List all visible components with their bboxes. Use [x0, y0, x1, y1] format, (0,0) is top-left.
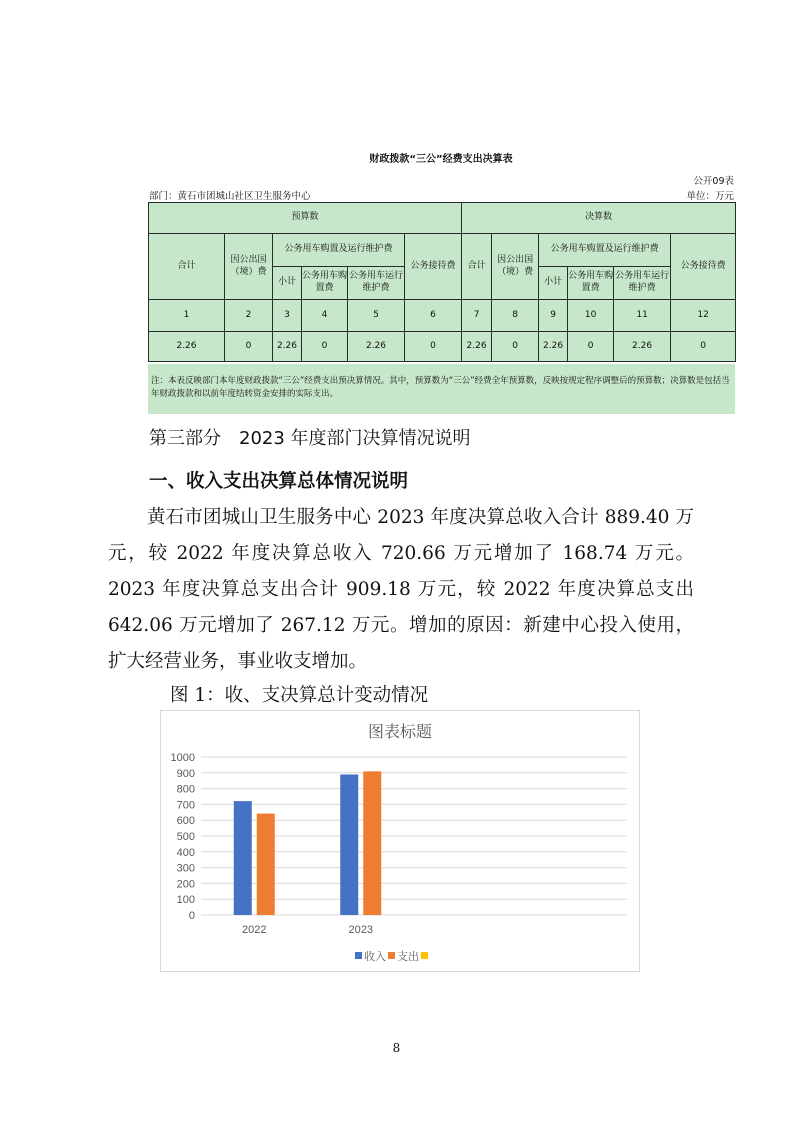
- col-operation-budget: 公务用车运行维护费: [348, 267, 405, 300]
- column-number: 8: [492, 300, 539, 332]
- y-tick-label: 400: [176, 846, 195, 859]
- value-cell: 0: [225, 332, 273, 362]
- y-tick-label: 0: [188, 910, 195, 922]
- chart-title: 图表标题: [367, 724, 433, 741]
- legend-swatch: [421, 952, 428, 959]
- y-tick-label: 800: [176, 783, 195, 796]
- y-tick-label: 300: [176, 862, 195, 875]
- col-abroad-actual: 因公出国（境）费: [492, 234, 539, 300]
- col-total-actual: 合计: [462, 234, 492, 300]
- col-subtotal-actual: 小计: [539, 267, 568, 300]
- column-number: 2: [225, 300, 273, 332]
- bar-expense: [257, 814, 275, 915]
- value-cell: 2.26: [273, 332, 302, 362]
- col-vehicle-actual: 公务用车购置及运行维护费: [539, 234, 671, 267]
- x-tick-label: 2023: [348, 924, 373, 936]
- department-label: 部门：黄石市团城山社区卫生服务中心: [149, 191, 311, 202]
- column-number: 12: [671, 300, 736, 332]
- y-tick-label: 700: [176, 799, 195, 812]
- y-tick-label: 200: [176, 878, 195, 891]
- legend-label: 支出: [397, 951, 419, 963]
- value-cell: 2.26: [614, 332, 671, 362]
- value-cell: 2.26: [539, 332, 568, 362]
- col-total-budget: 合计: [149, 234, 225, 300]
- column-number: 6: [405, 300, 462, 332]
- x-tick-label: 2022: [242, 924, 267, 936]
- y-tick-label: 1000: [170, 752, 195, 764]
- chart-container: [160, 710, 640, 972]
- column-number: 4: [302, 300, 348, 332]
- budget-header: 预算数: [149, 203, 462, 234]
- column-number: 10: [568, 300, 614, 332]
- column-number: 5: [348, 300, 405, 332]
- col-reception-budget: 公务接待费: [405, 234, 462, 300]
- value-cell: 0: [405, 332, 462, 362]
- col-purchase-budget: 公务用车购置费: [302, 267, 348, 300]
- unit-label: 单位：万元: [686, 191, 734, 202]
- legend-label: 收入: [364, 951, 386, 963]
- col-purchase-actual: 公务用车购置费: [568, 267, 614, 300]
- column-number: 3: [273, 300, 302, 332]
- part-heading: 第三部分 2023 年度部门决算情况说明: [149, 428, 471, 449]
- col-reception-actual: 公务接待费: [671, 234, 736, 300]
- bar-income: [234, 801, 252, 915]
- value-cell: 0: [492, 332, 539, 362]
- body-paragraph: [108, 500, 694, 680]
- value-cell: 2.26: [462, 332, 492, 362]
- value-cell: 0: [568, 332, 614, 362]
- section-heading: 一、收入支出决算总体情况说明: [149, 471, 409, 492]
- paragraph-text: 黄石市团城山卫生服务中心 2023 年度决算总收入合计 889.40 万元，较 2022 年度决算总收入 720.66 万元增加了 168.74 万元。 2023 年度决算总支出合计 909.18 万元，较 2022 年度决算总支出 642.06 万元增加了 267.12 万元。增加的原因：新建中心投入使用，扩大经营业务，事业收支增加。: [108, 507, 694, 672]
- three-public-expense-table: [148, 202, 736, 362]
- bar-expense: [363, 771, 381, 915]
- column-number: 9: [539, 300, 568, 332]
- column-number: 11: [614, 300, 671, 332]
- y-tick-label: 900: [176, 767, 195, 780]
- value-cell: 2.26: [149, 332, 225, 362]
- value-row: [149, 332, 736, 362]
- column-number: 1: [149, 300, 225, 332]
- value-cell: 2.26: [348, 332, 405, 362]
- col-vehicle-budget: 公务用车购置及运行维护费: [273, 234, 405, 267]
- bar-chart: [161, 711, 639, 971]
- figure-caption: 图 1：收、支决算总计变动情况: [170, 685, 429, 706]
- page-number: 8: [392, 1041, 401, 1055]
- column-number: 7: [462, 300, 492, 332]
- y-tick-label: 100: [176, 894, 195, 907]
- value-cell: 0: [302, 332, 348, 362]
- col-operation-actual: 公务用车运行维护费: [614, 267, 671, 300]
- legend-swatch: [388, 952, 395, 959]
- table-code: 公开09表: [693, 176, 734, 187]
- value-cell: 0: [671, 332, 736, 362]
- col-abroad-budget: 因公出国（境）费: [225, 234, 273, 300]
- actual-header: 决算数: [462, 203, 736, 234]
- col-subtotal-budget: 小计: [273, 267, 302, 300]
- y-tick-label: 600: [176, 815, 195, 828]
- table-note: 注：本表反映部门本年度财政拨款“三公”经费支出预决算情况。其中，预算数为“三公”经费全年预算数，反映按规定程序调整后的预算数；决算数是包括当年财政拨款和以前年度结转资金安排的实际支出。: [148, 364, 735, 414]
- table-title: 财政拨款“三公”经费支出决算表: [369, 154, 513, 165]
- legend-swatch: [355, 952, 362, 959]
- bar-income: [340, 774, 358, 915]
- y-tick-label: 500: [176, 831, 195, 843]
- column-number-row: [149, 300, 736, 332]
